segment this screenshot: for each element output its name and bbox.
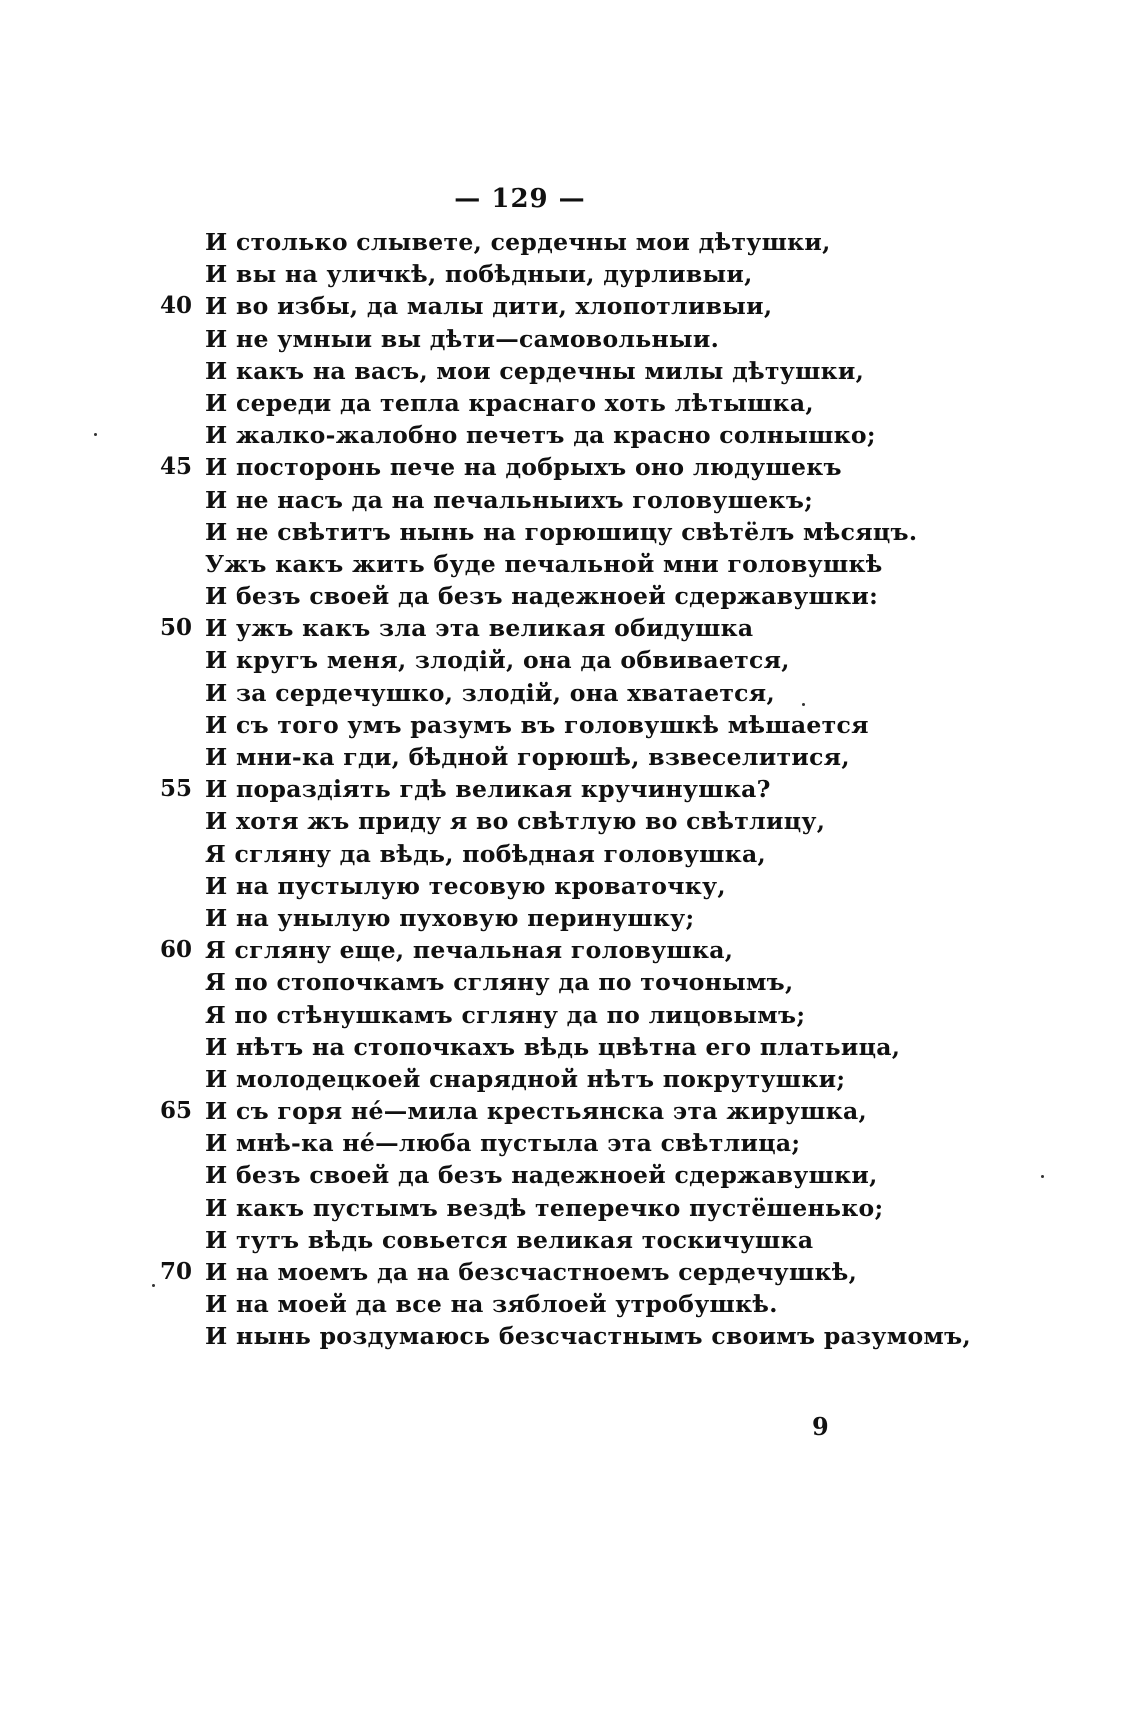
line-text: И на унылую пуховую перинушку; <box>205 903 695 932</box>
line-number: 60 <box>160 936 193 964</box>
line-number: 70 <box>160 1258 193 1285</box>
line-text: И за сердечушко, злодій, она хватается, <box>205 678 775 707</box>
line-text: И посторонь пече на добрыхъ оно людушекъ <box>205 453 842 482</box>
verse-line <box>0 451 1140 483</box>
verse-line <box>0 1288 1140 1320</box>
line-text: Я по стопочкамъ сгляну да по точонымъ, <box>205 968 794 997</box>
line-text: И съ того умъ разумъ въ головушкѣ мѣшается <box>205 710 869 739</box>
verse-line <box>0 934 1140 966</box>
line-number: 45 <box>160 453 193 481</box>
line-number: 40 <box>160 292 193 320</box>
verse-line <box>0 1127 1140 1159</box>
verse-line <box>0 355 1140 387</box>
verse-line <box>0 323 1140 355</box>
line-text: И нѣтъ на стопочкахъ вѣдь цвѣтна его платьица, <box>205 1032 901 1061</box>
poem-text <box>0 226 1140 1353</box>
verse-line <box>0 1159 1140 1191</box>
print-speck <box>1041 1175 1044 1178</box>
line-text: Я по стѣнушкамъ сгляну да по лицовымъ; <box>205 1000 806 1029</box>
line-text: И не умныи вы дѣти—самовольныи. <box>205 324 720 353</box>
line-number: 50 <box>160 614 193 642</box>
line-text: И середи да тепла краснаго хоть лѣтышка, <box>205 388 814 417</box>
verse-line <box>0 773 1140 805</box>
line-text: И тутъ вѣдь совьется великая тоскичушка <box>205 1225 814 1254</box>
line-text: И какъ пустымъ вездѣ теперечко пустёшенько; <box>205 1193 884 1222</box>
verse-line <box>0 290 1140 322</box>
verse-line <box>0 419 1140 451</box>
verse-line <box>0 741 1140 773</box>
verse-line <box>0 612 1140 644</box>
line-text: Я сгляну еще, печальная головушка, <box>205 936 734 965</box>
line-text: И съ горя не́—мила крестьянска эта жирушка, <box>205 1097 867 1126</box>
line-text: И на пустылую тесовую кроваточку, <box>205 871 726 900</box>
line-number: 55 <box>160 775 193 803</box>
verse-line <box>0 484 1140 516</box>
line-text: И мнѣ-ка не́—люба пустыла эта свѣтлица; <box>205 1129 801 1158</box>
line-text: И безъ своей да безъ надежноей сдержавушки, <box>205 1161 878 1190</box>
line-text: И нынь роздумаюсь безсчастнымъ своимъ разумомъ, <box>205 1322 971 1351</box>
line-text: И не свѣтитъ нынь на горюшицу свѣтёлъ мѣсяцъ. <box>205 517 918 546</box>
verse-line <box>0 1256 1140 1288</box>
verse-line <box>0 966 1140 998</box>
line-text: И молодецкоей снарядной нѣтъ покрутушки; <box>205 1064 846 1093</box>
verse-line <box>0 805 1140 837</box>
line-text: И во избы, да малы дити, хлопотливыи, <box>205 292 773 321</box>
line-text: И мни-ка гди, бѣдной горюшѣ, взвеселитися, <box>205 743 850 771</box>
verse-line <box>0 870 1140 902</box>
verse-line <box>0 387 1140 419</box>
page-number-header: — 129 — <box>454 184 586 214</box>
line-text: И ужъ какъ зла эта великая обидушка <box>205 614 754 643</box>
verse-line <box>0 1095 1140 1127</box>
line-text: Я сгляну да вѣдь, побѣдная головушка, <box>205 839 766 868</box>
print-speck <box>94 433 97 436</box>
line-text: И на моемъ да на безсчастноемъ сердечушкѣ, <box>205 1258 858 1286</box>
line-text: И столько слывете, сердечны мои дѣтушки, <box>205 228 831 256</box>
line-text: И не насъ да на печальныихъ головушекъ; <box>205 485 814 514</box>
verse-line <box>0 709 1140 741</box>
signature-mark: 9 <box>812 1412 829 1441</box>
line-text: И пораздіять гдѣ великая кручинушка? <box>205 775 771 804</box>
line-text: И какъ на васъ, мои сердечны милы дѣтушки, <box>205 356 865 385</box>
verse-line <box>0 1224 1140 1256</box>
verse-line <box>0 1192 1140 1224</box>
verse-line <box>0 902 1140 934</box>
verse-line <box>0 644 1140 676</box>
line-text: И безъ своей да безъ надежноей сдержавушки: <box>205 582 879 611</box>
line-text: И кругъ меня, злодій, она да обвивается, <box>205 646 790 675</box>
verse-line <box>0 1320 1140 1352</box>
verse-line <box>0 999 1140 1031</box>
line-text: И вы на уличкѣ, побѣдныи, дурливыи, <box>205 260 753 289</box>
verse-line <box>0 516 1140 548</box>
line-text: И на моей да все на зяблоей утробушкѣ. <box>205 1290 778 1319</box>
verse-line <box>0 580 1140 612</box>
verse-line <box>0 226 1140 258</box>
verse-line <box>0 677 1140 709</box>
line-number: 65 <box>160 1097 193 1125</box>
verse-line <box>0 258 1140 290</box>
line-text: Ужъ какъ жить буде печальной мни головушкѣ <box>205 549 883 578</box>
print-speck <box>152 1284 155 1287</box>
print-speck <box>802 703 805 706</box>
line-text: И жалко-жалобно печетъ да красно солнышко; <box>205 421 876 450</box>
verse-line <box>0 838 1140 870</box>
verse-line <box>0 548 1140 580</box>
line-text: И хотя жъ приду я во свѣтлую во свѣтлицу, <box>205 807 826 836</box>
verse-line <box>0 1031 1140 1063</box>
verse-line <box>0 1063 1140 1095</box>
